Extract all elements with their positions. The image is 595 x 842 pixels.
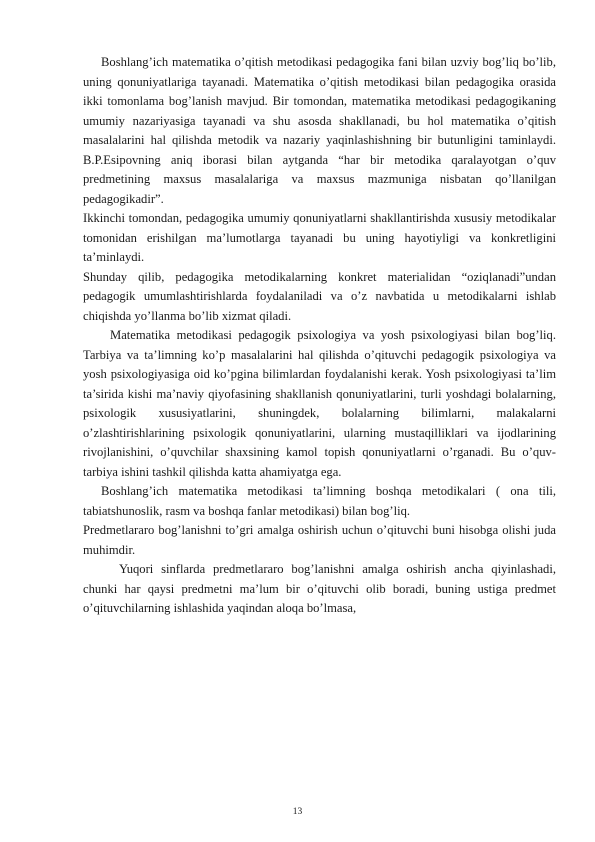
- paragraph-upper-grades: Yuqori sinflarda predmetlararo bog’lanishni amalga oshirish ancha qiyinlashadi, chunki har qaysi predmetni ma’lum bir o’qituvchi olib boradi, buning ustiga predmet o’qituvchilarning ishlashida yaqindan aloqa bo’lmasa,: [83, 562, 556, 615]
- paragraph-second-side: Ikkinchi tomondan, pedagogika umumiy qonuniyatlarni shakllantirishda xususiy metodikalar tomonidan erishilgan ma’lumotlarga tayanadi bu uning hayotiyligi va konkretligini ta’minlaydi.: [83, 211, 556, 264]
- paragraph-psychology: Matematika metodikasi pedagogik psixologiya va yosh psixologiyasi bilan bog’liq. Tarbiya va ta’limning ko’p masalalarini hal qilishda o’qituvchi pedagogik psixologiya va yosh psixologiyasiga oid ko’pgina bilimlardan foydalanishi kerak. Yosh psixologiyasi ta’lim ta’sirida kishi ma’naviy qiyofasining shakllanish qonuniyatlarini, turli yoshdagi bolalarning, psixologik xususiyatlarini, shuningdek, bolalarning bilimlarni, malakalarni o’zlashtirishlarining psixologik qonuniyatlarini, ularning mustaqilliklari va ijodlarining rivojlanishini, o’quvchilar shaxsining kamol topish qonuniyatlarni o’rganadi. Bu o’quv- tarbiya ishini tashkil qilishda katta ahamiyatga ega.: [83, 328, 556, 479]
- paragraph-interdisciplinary: Predmetlararo bog’lanishni to’gri amalga oshirish uchun o’qituvchi buni hisobga olishi juda muhimdir.: [83, 523, 556, 557]
- paragraph-thus: Shunday qilib, pedagogika metodikalarning konkret materialidan “oziqlanadi”undan pedagogik umumlashtirishlarda foydalaniladi va o’z navbatida u metodikalarni ishlab chiqishda yo’llanma bo’lib xizmat qiladi.: [83, 269, 556, 323]
- paragraph-other-methods: Boshlang’ich matematika metodikasi ta’limning boshqa metodikalari ( ona tili, tabiatshunoslik, rasm va boshqa fanlar metodikasi) bilan bog’liq.: [83, 484, 556, 518]
- document-body: [83, 53, 556, 619]
- page-number: 13: [292, 807, 303, 817]
- paragraph-pedagogy-link: Boshlang’ich matematika o’qitish metodikasi pedagogika fani bilan uzviy bog’liq bo’lib, uning qonuniyatlariga tayanadi. Matematika o’qitish metodikasi bilan pedagogika orasida ikki tomonlama bog’lanish mavjud. Bir tomondan, matematika metodikasi pedagogikaning umumiy nazariyasiga tayanadi va shu asosda shakllanadi, bu hol matematika o’qitish masalalarini hal qilishda metodik va nazariy yaqinlashishning bir butunligini taminlaydi. B.P.Esipovning aniq iborasi bilan aytganda “har bir metodika qaralayotgan o’quv predmetining maxsus masalalariga va maxsus mazmuniga nisbatan qo’llanilgan pedagogikadir”.: [83, 55, 556, 206]
